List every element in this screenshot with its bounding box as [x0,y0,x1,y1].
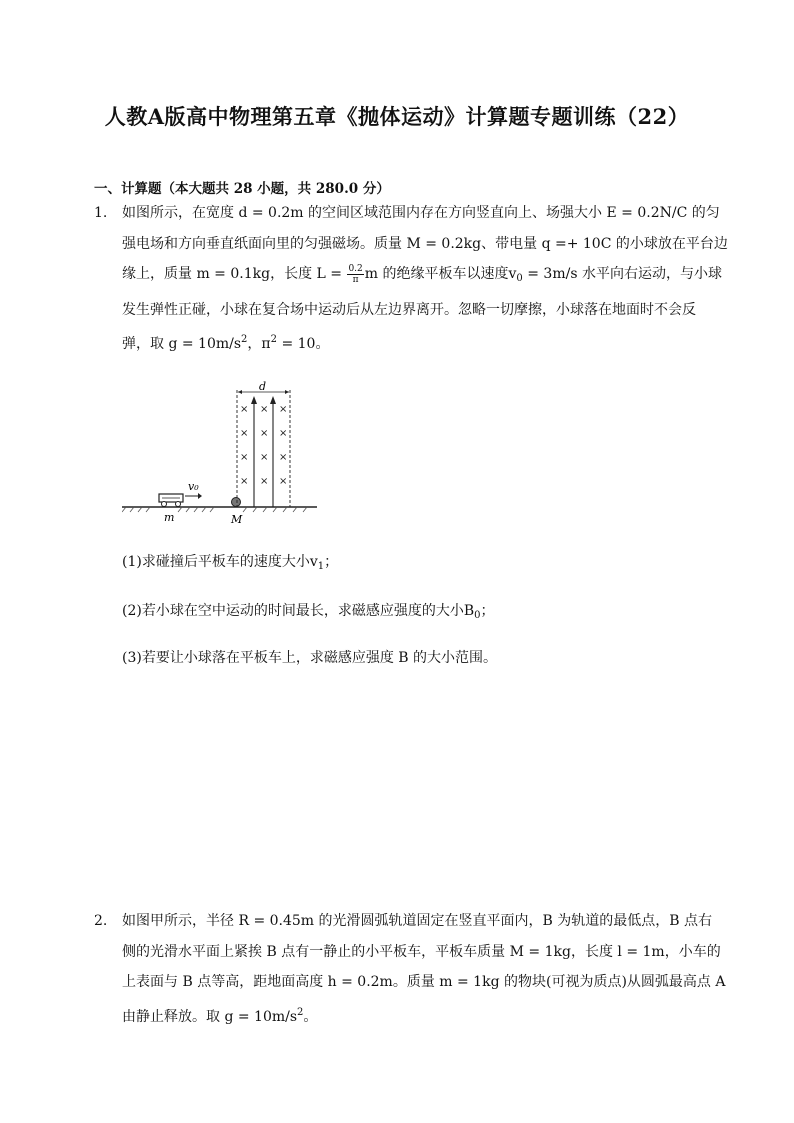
svg-text:×: × [279,476,288,487]
q2-line-1: 如图甲所示，半径 R = 0.45m 的光滑圆弧轨道固定在竖直平面内，B 为轨道的最低点，B 点右 [122,913,712,929]
ball-M [232,498,241,507]
q1-line-1: 如图所示，在宽度 d = 0.2m 的空间区域范围内存在方向竖直向上、场强大小 E = 0.2N/C 的匀 [122,205,720,221]
svg-text:×: × [260,428,269,439]
q2-line-2: 侧的光滑水平面上紧挨 B 点有一静止的小平板车，平板车质量 M = 1kg，长度 l = 1m，小车的 [122,943,721,960]
q1-subquestion-1 [122,551,338,572]
fraction-denominator: π [352,274,359,285]
sub1-text: (1)求碰撞后平板车的速度大小v [122,554,318,570]
q2-line-4 [122,998,702,1033]
question-2-text [122,906,726,1032]
q1-line-3-c: = 3m/s 水平向右运动，与小球 [522,266,722,283]
q1-line-3-b: m 的绝缘平板车以速度v [364,266,517,283]
svg-text:×: × [240,404,249,415]
q1-line-4: 发生弹性正碰，小球在复合场中运动后从左边界离开。忽略一切摩擦，小球落在地面时不会反 [122,301,696,318]
sub2-end: ； [480,603,495,619]
cart-wheel [176,502,181,507]
question-1-figure [122,380,322,529]
q1-subquestion-3: (3)若要让小球落在平板车上，求磁感应强度 B 的大小范围。 [122,650,498,666]
svg-text:×: × [240,428,249,439]
sub1-end: ； [324,554,339,570]
q2-line-4-a: 由静止释放。取 g = 10m/s [122,1008,298,1025]
fraction-L [347,264,363,285]
fraction-numerator: 0.2 [348,263,363,274]
label-d: d [259,380,267,393]
subscript-0: 0 [516,273,523,285]
subscript-0-B: 0 [474,610,481,621]
svg-text:×: × [279,428,288,439]
svg-text:×: × [279,452,288,463]
q1-line-5-b: ，π [247,336,271,353]
label-M: M [231,513,243,525]
superscript-2b: 2 [270,334,277,346]
field-diagram [122,380,322,525]
superscript-2c: 2 [297,1006,304,1018]
svg-text:×: × [260,404,269,415]
q1-line-5-c: = 10。 [277,336,330,353]
cart-wheel [162,502,167,507]
svg-text:×: × [240,452,249,463]
svg-text:×: × [260,476,269,487]
sub2-text: (2)若小球在空中运动的时间最长，求磁感应强度的大小B [122,603,475,619]
q1-line-5 [122,325,702,360]
label-v0: v₀ [188,480,199,493]
svg-text:×: × [279,404,288,415]
q1-line-3 [122,259,722,295]
label-m: m [164,511,175,524]
document-title: 人教A版高中物理第五章《抛体运动》计算题专题训练（22） [104,104,690,129]
question-1-text [122,198,728,360]
q1-line-2: 强电场和方向垂直纸面向里的匀强磁场。质量 M = 0.2kg、带电量 q =+ 10C 的小球放在平台边 [122,235,728,252]
q1-subquestion-2 [122,600,495,621]
q2-line-3: 上表面与 B 点等高，距地面高度 h = 0.2m。质量 m = 1kg 的物块(可视为质点)从圆弧最高点 A [122,974,726,991]
subscript-1: 1 [317,561,325,572]
q1-line-3-a: 缘上，质量 m = 0.1kg，长度 L = [122,266,347,283]
section-heading: 一、计算题（本大题共 28 小题，共 280.0 分） [94,181,390,197]
q1-line-5-a: 弹，取 g = 10m/s [122,336,242,353]
q2-line-4-b: 。 [303,1008,318,1025]
svg-text:×: × [240,476,249,487]
svg-text:×: × [260,452,269,463]
superscript-2: 2 [241,334,248,346]
question-2-number: 2. [94,913,108,929]
question-1-number: 1. [94,205,108,221]
